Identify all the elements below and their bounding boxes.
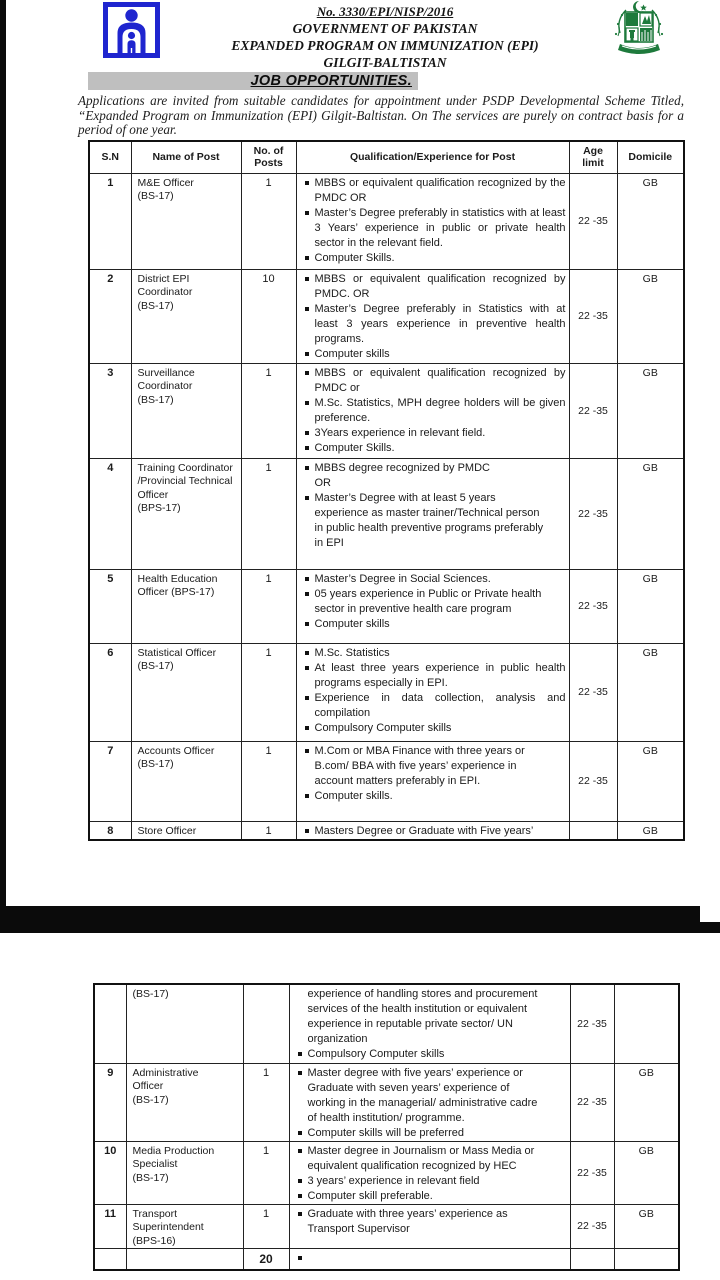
square-bullet-icon: [305, 592, 309, 596]
qualification-item: [303, 347, 566, 362]
qualification-item: [296, 1207, 567, 1237]
sn-cell: 5: [89, 569, 131, 643]
column-header: No. of Posts: [241, 141, 296, 173]
square-bullet-icon: [305, 829, 309, 833]
table-row: [89, 173, 684, 269]
square-bullet-icon: [305, 211, 309, 215]
sn-cell: 11: [94, 1204, 126, 1249]
qual-cell: [296, 363, 569, 458]
posts-cell: 1: [241, 363, 296, 458]
qualification-item: [296, 1066, 567, 1126]
post-cell: Health Education Officer (BPS-17): [131, 569, 241, 643]
post-cell: Accounts Officer (BS-17): [131, 741, 241, 821]
square-bullet-icon: [305, 696, 309, 700]
qualification-item: [296, 1251, 567, 1260]
posts-cell: 1: [241, 569, 296, 643]
square-bullet-icon: [305, 794, 309, 798]
qualification-text: Master’s Degree in Social Sciences.: [314, 572, 491, 585]
qualification-text: 05 years experience in Public or Private health sector in preventive health care program: [314, 587, 542, 615]
qualification-text: 3 years’ experience in relevant field: [307, 1174, 480, 1187]
square-bullet-icon: [305, 401, 309, 405]
post-cell: (BS-17): [126, 984, 243, 1063]
domicile-cell: [614, 984, 679, 1063]
age-limit-cell: 22 -35: [569, 269, 617, 363]
posts-cell: 1: [241, 741, 296, 821]
qualification-item: [303, 721, 566, 736]
qual-cell: [296, 269, 569, 363]
column-header: Domicile: [617, 141, 684, 173]
qualification-text: Computer skills.: [314, 789, 393, 802]
posts-cell: 1: [241, 821, 296, 840]
qualification-text: MBBS or equivalent qualification recognized by PMDC or: [314, 366, 566, 394]
domicile-cell: GB: [617, 269, 684, 363]
post-cell: Administrative Officer (BS-17): [126, 1063, 243, 1141]
age-limit-cell: 22 -35: [569, 173, 617, 269]
qualification-text: Computer skills will be preferred: [307, 1126, 464, 1139]
square-bullet-icon: [305, 466, 309, 470]
square-bullet-icon: [298, 1071, 302, 1075]
qualification-text: At least three years experience in public health programs especially in EPI.: [314, 661, 566, 689]
qual-cell: [289, 1204, 570, 1249]
qualification-text: OR: [314, 476, 331, 489]
domicile-cell: GB: [617, 569, 684, 643]
domicile-cell: GB: [614, 1204, 679, 1249]
posts-cell: 1: [243, 1063, 289, 1141]
posts-cell: 20: [243, 1249, 289, 1270]
sn-cell: [94, 1249, 126, 1270]
age-limit-cell: 22 -35: [569, 363, 617, 458]
jobs-table-page1: [88, 140, 685, 841]
qualification-item: [303, 617, 566, 632]
square-bullet-icon: [305, 666, 309, 670]
post-cell: Statistical Officer (BS-17): [131, 643, 241, 741]
posts-cell: [243, 984, 289, 1063]
qual-cell: [296, 173, 569, 269]
qualification-text: Compulsory Computer skills: [314, 721, 452, 734]
table-row: [89, 458, 684, 569]
qualification-item: [303, 572, 566, 587]
qualification-text: [308, 1251, 567, 1260]
qualification-item: [303, 646, 566, 661]
qualification-item: [296, 1189, 567, 1204]
square-bullet-icon: [298, 1149, 302, 1153]
domicile-cell: GB: [617, 363, 684, 458]
qualification-text: Graduate with three years’ experience as Transport Supervisor: [307, 1207, 508, 1235]
age-limit-cell: 22 -35: [569, 458, 617, 569]
posts-cell: 1: [243, 1204, 289, 1249]
post-cell: M&E Officer (BS-17): [131, 173, 241, 269]
square-bullet-icon: [298, 1131, 302, 1135]
qualification-text: MBBS degree recognized by PMDC: [314, 461, 490, 474]
qualification-text: Computer Skills.: [314, 251, 395, 264]
qualification-item: [296, 1047, 567, 1062]
post-cell: Media Production Specialist (BS-17): [126, 1141, 243, 1204]
org-line-2: EXPANDED PROGRAM ON IMMUNIZATION (EPI): [231, 38, 539, 53]
sn-cell: 10: [94, 1141, 126, 1204]
qual-cell: [289, 1141, 570, 1204]
qualification-text: Experience in data collection, analysis and compilation: [314, 691, 566, 719]
qualification-text: Master degree in Journalism or Mass Media or equivalent qualification recognized by HEC: [307, 1144, 535, 1172]
qual-cell: [289, 1063, 570, 1141]
qualification-item: [296, 987, 567, 1047]
job-opportunities-highlight: [88, 72, 418, 90]
sn-cell: 4: [89, 458, 131, 569]
domicile-cell: GB: [617, 643, 684, 741]
qualification-item: [303, 587, 566, 617]
qualification-text: Master’s Degree with at least 5 years experience as master trainer/Technical person in public health preventive programs preferably in EPI: [314, 491, 544, 549]
age-limit-cell: [570, 1249, 614, 1270]
square-bullet-icon: [305, 371, 309, 375]
qual-cell: [296, 569, 569, 643]
qualification-text: M.Com or MBA Finance with three years or B.com/ BBA with five years’ experience in account matters preferably in EPI.: [314, 744, 525, 787]
qualification-text: M.Sc. Statistics, MPH degree holders will be given preference.: [314, 396, 566, 424]
qualification-text: Master’s Degree preferably in Statistics with at least 3 years experience in preventive health programs.: [314, 302, 566, 345]
qualification-item: [303, 744, 566, 789]
qual-cell: [289, 984, 570, 1063]
qualification-text: Computer skills: [314, 347, 390, 360]
qualification-item: [303, 491, 566, 551]
age-limit-cell: [569, 821, 617, 840]
square-bullet-icon: [305, 726, 309, 730]
qualification-item: [296, 1144, 567, 1174]
qualification-item: [296, 1126, 567, 1141]
qualification-text: M.Sc. Statistics: [314, 646, 390, 659]
domicile-cell: GB: [617, 173, 684, 269]
qualification-item: [303, 476, 566, 491]
qualification-text: MBBS or equivalent qualification recognized by the PMDC OR: [314, 176, 566, 204]
sn-cell: 3: [89, 363, 131, 458]
square-bullet-icon: [298, 1212, 302, 1216]
jobs-table-page2: [93, 983, 680, 1271]
square-bullet-icon: [305, 651, 309, 655]
table-row: [89, 741, 684, 821]
qualification-item: [303, 824, 566, 839]
domicile-cell: GB: [617, 458, 684, 569]
square-bullet-icon: [305, 431, 309, 435]
square-bullet-icon: [305, 577, 309, 581]
age-limit-cell: 22 -35: [569, 643, 617, 741]
table-row: [89, 821, 684, 840]
qualification-text: Master’s Degree preferably in statistics with at least 3 Years’ experience in public or private health sector in the relevant field.: [314, 206, 566, 249]
square-bullet-icon: [305, 352, 309, 356]
square-bullet-icon: [305, 496, 309, 500]
qualification-item: [303, 366, 566, 396]
qualification-text: Computer Skills.: [314, 441, 395, 454]
qualification-item: [303, 661, 566, 691]
square-bullet-icon: [298, 1256, 302, 1260]
column-header: Qualification/Experience for Post: [296, 141, 569, 173]
sn-cell: [94, 984, 126, 1063]
column-header: Age limit: [569, 141, 617, 173]
qualification-text: Master degree with five years’ experience or Graduate with seven years’ experience of working in the managerial/ administrative cadre of health institution/ programme.: [307, 1066, 538, 1124]
domicile-cell: GB: [614, 1063, 679, 1141]
qualification-item: [303, 426, 566, 441]
table-row: [94, 984, 679, 1063]
posts-cell: 1: [241, 173, 296, 269]
square-bullet-icon: [298, 1179, 302, 1183]
square-bullet-icon: [305, 256, 309, 260]
age-limit-cell: 22 -35: [569, 741, 617, 821]
org-line-3: GILGIT-BALTISTAN: [323, 55, 447, 70]
job-opportunities-title: JOB OPPORTUNITIES.: [250, 73, 412, 89]
table-row: [89, 363, 684, 458]
table-row: [94, 1204, 679, 1249]
post-cell: [126, 1249, 243, 1270]
qual-cell: [289, 1249, 570, 1270]
posts-cell: 1: [241, 643, 296, 741]
domicile-cell: GB: [617, 741, 684, 821]
posts-cell: 1: [241, 458, 296, 569]
domicile-cell: GB: [614, 1141, 679, 1204]
qualification-text: 3Years experience in relevant field.: [314, 426, 486, 439]
post-cell: Training Coordinator /Provincial Technical Officer (BPS-17): [131, 458, 241, 569]
qual-cell: [296, 821, 569, 840]
total-row: [94, 1249, 679, 1270]
qualification-item: [303, 691, 566, 721]
qual-cell: [296, 643, 569, 741]
qualification-item: [296, 1174, 567, 1189]
table-row: [89, 643, 684, 741]
qualification-text: experience of handling stores and procurement services of the health institution or equivalent experience in reputable private sector/ UN organization: [307, 988, 538, 1045]
qual-cell: [296, 458, 569, 569]
reference-number: No. 3330/EPI/NISP/2016: [316, 4, 454, 19]
qualification-item: [303, 272, 566, 302]
org-line-1: GOVERNMENT OF PAKISTAN: [292, 21, 478, 36]
qualification-item: [303, 461, 566, 476]
qualification-item: [303, 176, 566, 206]
square-bullet-icon: [305, 749, 309, 753]
age-limit-cell: 22 -35: [570, 1141, 614, 1204]
qualification-text: MBBS or equivalent qualification recognized by PMDC. OR: [314, 272, 566, 300]
domicile-cell: GB: [617, 821, 684, 840]
square-bullet-icon: [298, 1194, 302, 1198]
page-separator-bar: [0, 906, 700, 922]
qualification-item: [303, 206, 566, 251]
table-row: [94, 1141, 679, 1204]
qualification-item: [303, 441, 566, 456]
square-bullet-icon: [305, 277, 309, 281]
sn-cell: 8: [89, 821, 131, 840]
page-separator-bar-lower: [0, 922, 720, 933]
square-bullet-icon: [305, 307, 309, 311]
post-cell: District EPI Coordinator (BS-17): [131, 269, 241, 363]
column-header: Name of Post: [131, 141, 241, 173]
age-limit-cell: 22 -35: [570, 1204, 614, 1249]
qualification-text: Compulsory Computer skills: [307, 1048, 445, 1060]
table-row: [89, 269, 684, 363]
sn-cell: 6: [89, 643, 131, 741]
intro-paragraph: Applications are invited from suitable candidates for appointment under PSDP Developmental Scheme Titled, “Expanded Program on Immunization (EPI) Gilgit-Baltistan. On The services are purely on contract basis for a period of one year.: [78, 93, 684, 138]
qualification-item: [303, 396, 566, 426]
posts-cell: 1: [243, 1141, 289, 1204]
qualification-text: Masters Degree or Graduate with Five years’: [314, 824, 534, 837]
column-header: S.N: [89, 141, 131, 173]
posts-cell: 10: [241, 269, 296, 363]
sn-cell: 9: [94, 1063, 126, 1141]
square-bullet-icon: [305, 622, 309, 626]
square-bullet-icon: [298, 1052, 302, 1056]
scan-edge-strip: [0, 0, 6, 906]
qualification-item: [303, 789, 566, 804]
table-row: [94, 1063, 679, 1141]
age-limit-cell: 22 -35: [569, 569, 617, 643]
qual-cell: [296, 741, 569, 821]
square-bullet-icon: [305, 181, 309, 185]
age-limit-cell: 22 -35: [570, 984, 614, 1063]
sn-cell: 7: [89, 741, 131, 821]
domicile-cell: [614, 1249, 679, 1270]
table-row: [89, 569, 684, 643]
qualification-item: [303, 251, 566, 266]
sn-cell: 2: [89, 269, 131, 363]
document-header: [140, 3, 630, 71]
post-cell: Store Officer: [131, 821, 241, 840]
sn-cell: 1: [89, 173, 131, 269]
qualification-text: Computer skill preferable.: [307, 1189, 433, 1202]
table-header-row: [89, 141, 684, 173]
square-bullet-icon: [305, 446, 309, 450]
qualification-text: Computer skills: [314, 617, 390, 630]
qualification-item: [303, 302, 566, 347]
post-cell: Surveillance Coordinator (BS-17): [131, 363, 241, 458]
age-limit-cell: 22 -35: [570, 1063, 614, 1141]
post-cell: Transport Superintendent (BPS-16): [126, 1204, 243, 1249]
